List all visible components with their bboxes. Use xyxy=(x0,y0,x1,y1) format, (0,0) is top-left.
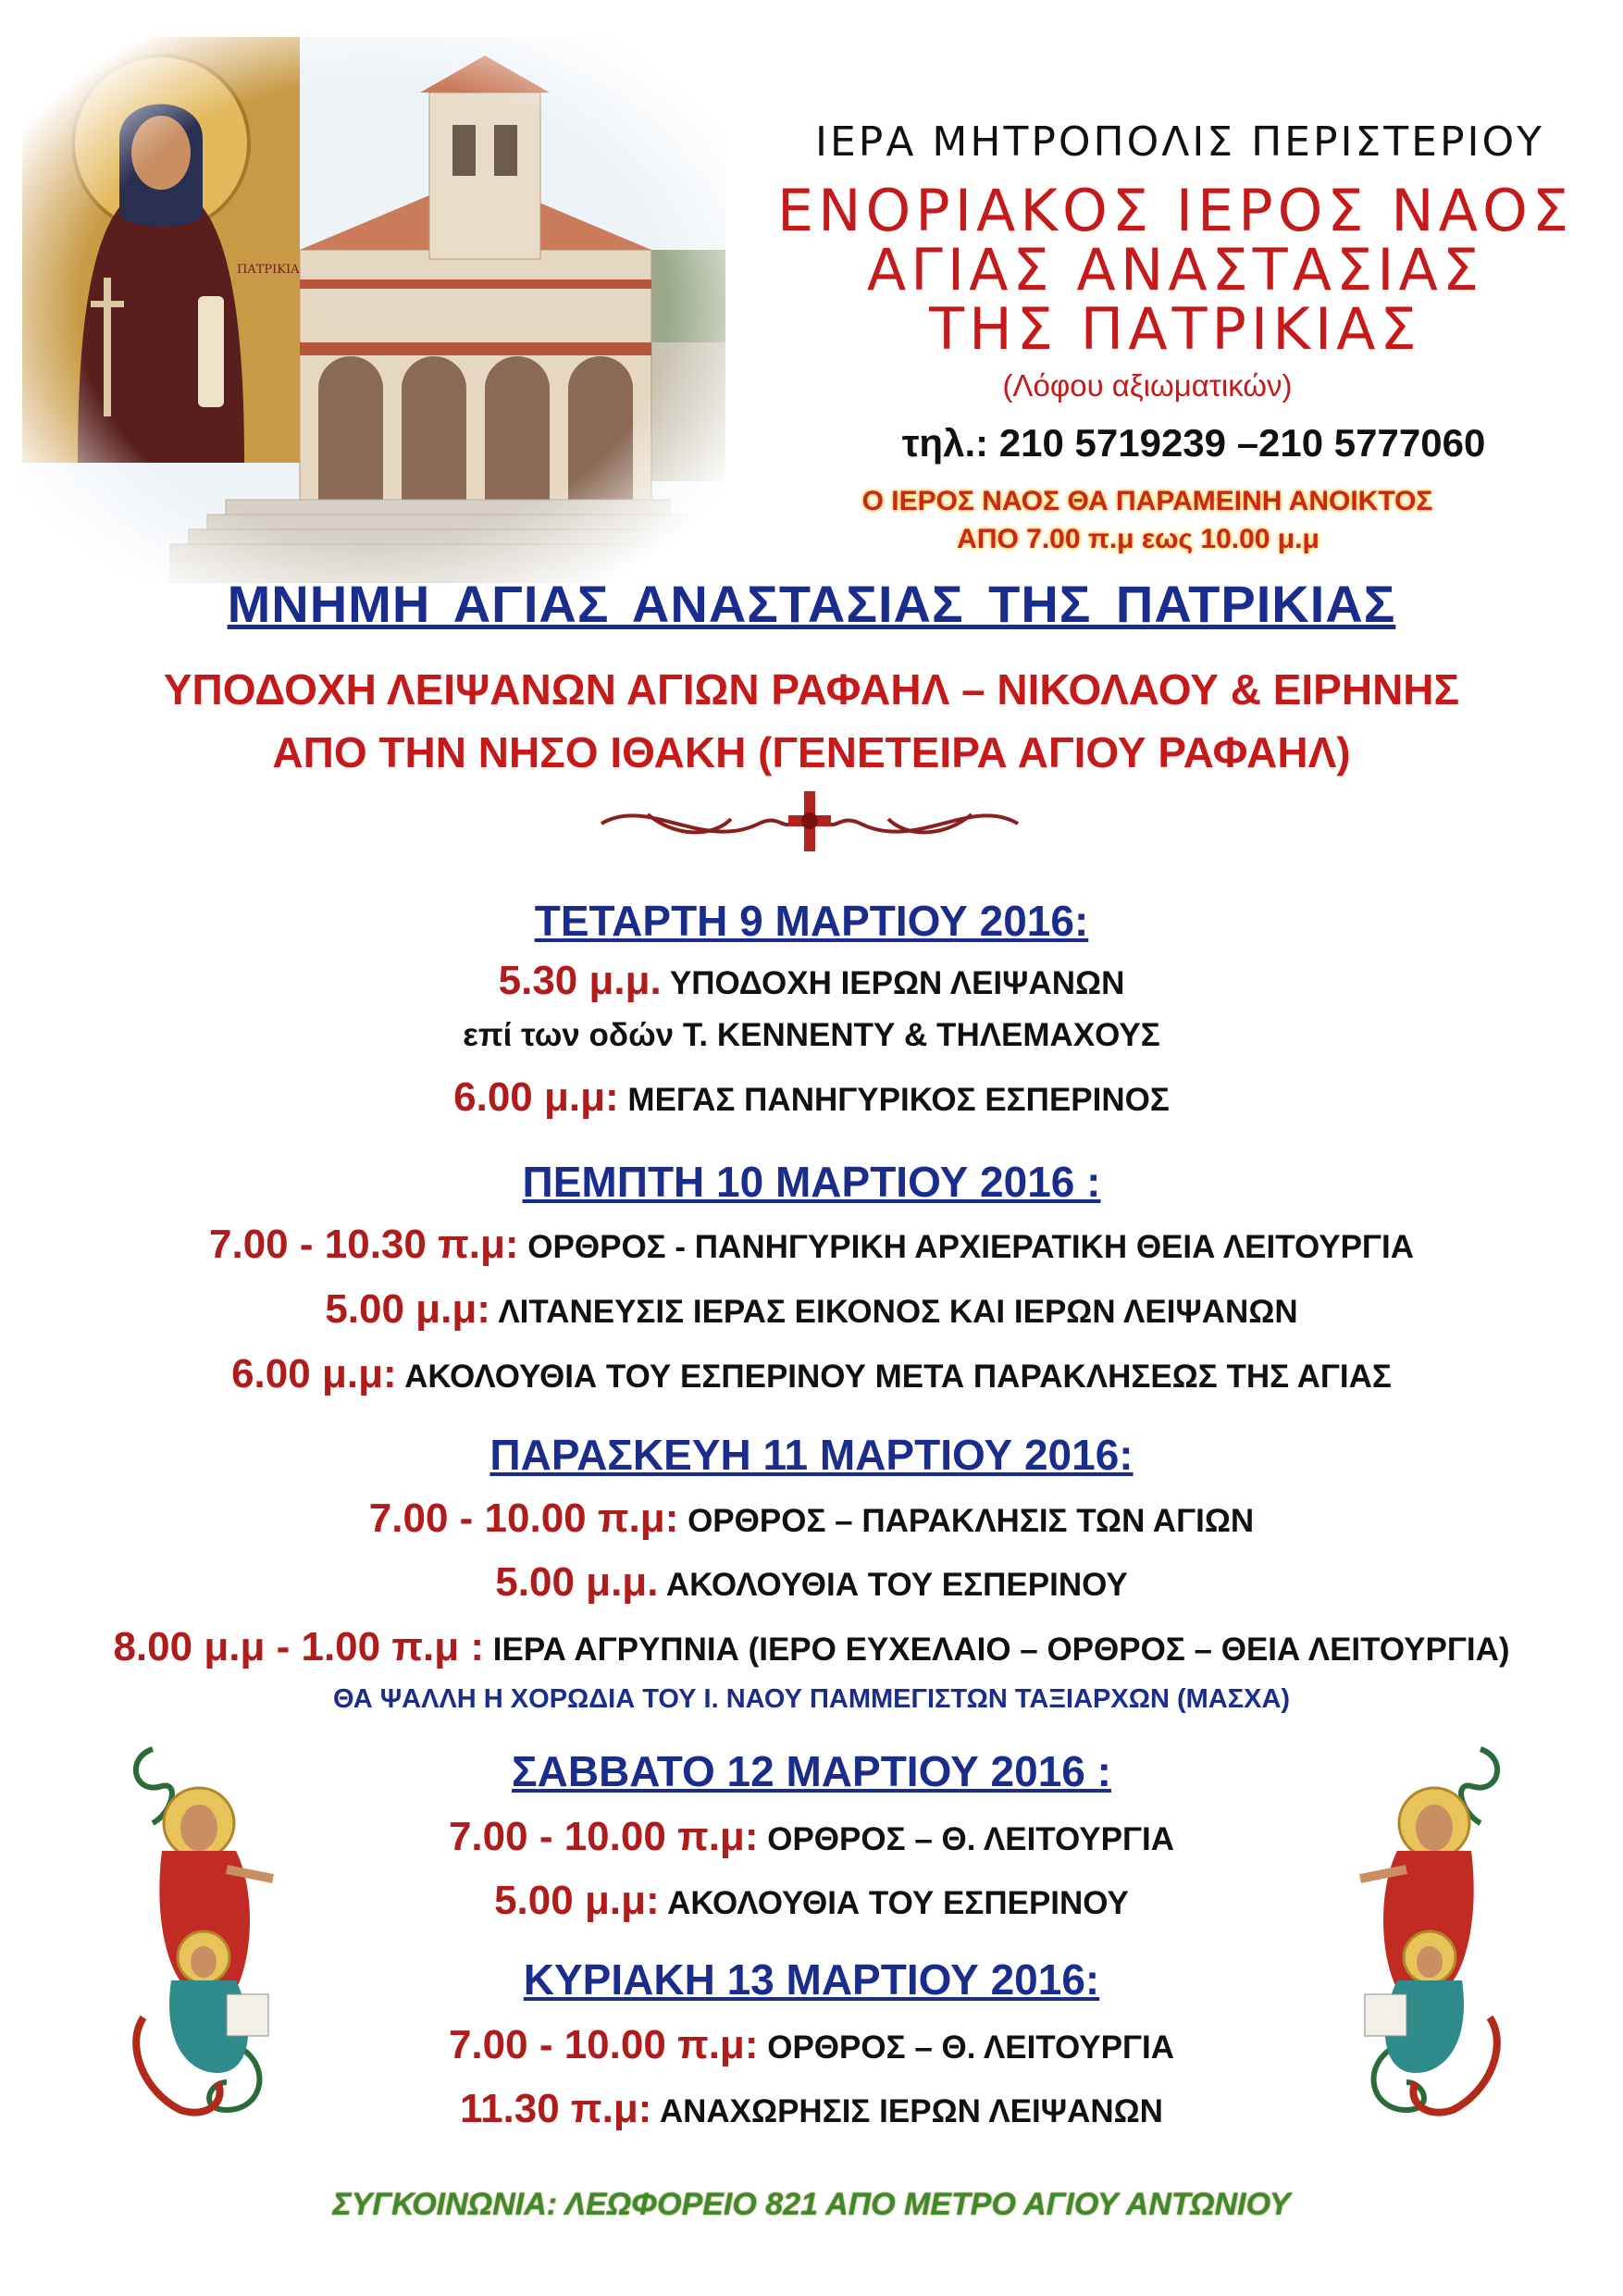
schedule-text: ΜΕΓΑΣ ΠΑΝΗΓΥΡΙΚΟΣ ΕΣΠΕΡΙΝΟΣ xyxy=(618,1082,1170,1118)
location-note: (Λόφου αξιωματικών) xyxy=(1002,368,1293,403)
schedule-text: ΟΡΘΡΟΣ – Θ. ΛΕΙΤΟΥΡΓΙΑ xyxy=(758,1821,1175,1857)
ornament-divider xyxy=(592,787,1027,856)
opening-notice-line-1: Ο ΙΕΡΟΣ ΝΑΟΣ ΘΑ ΠΑΡΑΜΕΙΝΗ ΑΝΟΙΚΤΟΣ xyxy=(861,486,1433,516)
schedule-time: 5.00 μ.μ. xyxy=(495,1559,659,1605)
parish-line-2: ΑΓΙΑΣ ΑΝΑΣΤΑΣΙΑΣ xyxy=(866,236,1484,304)
transport-info: ΣΥΓΚΟΙΝΩΝΙΑ: ΛΕΩΦΟΡΕΙΟ 821 ΑΠΟ ΜΕΤΡΟ ΑΓΙΟΥ ΑΝΤΩΝΙΟΥ xyxy=(332,2187,1291,2222)
schedule-text: ΙΕΡΑ ΑΓΡΥΠΝΙΑ (ΙΕΡΟ ΕΥΧΕΛΑΙΟ – ΟΡΘΡΟΣ – ΘΕΙΑ ΛΕΙΤΟΥΡΓΙΑ) xyxy=(484,1632,1510,1668)
schedule-text: επί των οδών Τ. ΚΕΝΝΕΝΤΥ & ΤΗΛΕΜΑΧΟΥΣ xyxy=(463,1017,1160,1053)
schedule-text: ΥΠΟΔΟΧΗ ΙΕΡΩΝ ΛΕΙΨΑΝΩΝ xyxy=(661,965,1125,1001)
schedule-text: ΑΚΟΛΟΥΘΙΑ ΤΟΥ ΕΣΠΕΡΙΝΟΥ ΜΕΤΑ ΠΑΡΑΚΛΗΣΕΩΣ ΤΗΣ ΑΓΙΑΣ xyxy=(396,1359,1392,1395)
schedule-time: 5.00 μ.μ: xyxy=(325,1286,490,1332)
day-heading-friday: ΠΑΡΑΣΚΕΥΗ 11 ΜΑΡΤΙΟΥ 2016: xyxy=(489,1431,1134,1479)
schedule-line xyxy=(0,1351,1623,1397)
schedule-time: 7.00 - 10.00 π.μ: xyxy=(448,1814,759,1859)
day-heading-saturday: ΣΑΒΒΑΤΟ 12 ΜΑΡΤΙΟΥ 2016 : xyxy=(512,1747,1111,1795)
schedule-time: 6.00 μ.μ: xyxy=(453,1074,619,1120)
subtitle-line-1: ΥΠΟΔΟΧΗ ΛΕΙΨΑΝΩΝ ΑΓΙΩΝ ΡΑΦΑΗΛ – ΝΙΚΟΛΑΟΥ & ΕΙΡΗΝΗΣ xyxy=(163,665,1460,714)
schedule-time: 7.00 - 10.00 π.μ: xyxy=(448,2022,759,2067)
schedule-time: 8.00 μ.μ - 1.00 π.μ : xyxy=(113,1624,485,1669)
main-title: ΜΝΗΜΗ ΑΓΙΑΣ ΑΝΑΣΤΑΣΙΑΣ ΤΗΣ ΠΑΤΡΙΚΙΑΣ xyxy=(227,575,1396,633)
schedule-text: ΟΡΘΡΟΣ – Θ. ΛΕΙΤΟΥΡΓΙΑ xyxy=(758,2029,1175,2066)
schedule-time: 5.30 μ.μ. xyxy=(498,958,662,1003)
schedule-time: 5.00 μ.μ: xyxy=(494,1878,660,1923)
schedule-text: ΑΚΟΛΟΥΘΙΑ ΤΟΥ ΕΣΠΕΡΙΝΟΥ xyxy=(658,1567,1128,1603)
schedule-line xyxy=(0,958,1623,1004)
schedule-time: 7.00 - 10.30 π.μ: xyxy=(209,1222,519,1267)
church-photo xyxy=(22,37,725,583)
schedule-text: ΑΝΑΧΩΡΗΣΙΣ ΙΕΡΩΝ ΛΕΙΨΑΝΩΝ xyxy=(651,2093,1163,2129)
schedule-time: 11.30 π.μ: xyxy=(460,2086,652,2131)
metropolis-name: ΙΕΡΑ ΜΗΤΡΟΠΟΛΙΣ ΠΕΡΙΣΤΕΡΙΟΥ xyxy=(815,118,1544,166)
day-heading-thursday: ΠΕΜΠΤΗ 10 ΜΑΡΤΙΟΥ 2016 : xyxy=(522,1158,1101,1206)
schedule-line xyxy=(0,1286,1623,1333)
schedule-text: ΟΡΘΡΟΣ – ΠΑΡΑΚΛΗΣΙΣ ΤΩΝ ΑΓΙΩΝ xyxy=(678,1503,1255,1539)
day-heading-wednesday: ΤΕΤΑΡΤΗ 9 ΜΑΡΤΙΟΥ 2016: xyxy=(534,897,1089,945)
schedule-text: ΑΚΟΛΟΥΘΙΑ ΤΟΥ ΕΣΠΕΡΙΝΟΥ xyxy=(659,1885,1129,1921)
parish-line-3: ΤΗΣ ΠΑΤΡΙΚΙΑΣ xyxy=(929,295,1421,363)
subtitle-line-2: ΑΠΟ ΤΗΝ ΝΗΣΟ ΙΘΑΚΗ (ΓΕΝΕΤΕΙΡΑ ΑΓΙΟΥ ΡΑΦΑΗΛ) xyxy=(272,728,1351,776)
schedule-time: 6.00 μ.μ: xyxy=(231,1351,397,1396)
opening-notice-line-2: ΑΠΟ 7.00 π.μ εως 10.00 μ.μ xyxy=(957,524,1319,554)
day-heading-sunday: ΚΥΡΙΑΚΗ 13 ΜΑΡΤΙΟΥ 2016: xyxy=(523,1955,1100,2004)
schedule-text: ΟΡΘΡΟΣ - ΠΑΝΗΓΥΡΙΚΗ ΑΡΧΙΕΡΑΤΙΚΗ ΘΕΙΑ ΛΕΙΤΟΥΡΓΙΑ xyxy=(518,1229,1414,1265)
schedule-line xyxy=(0,1222,1623,1268)
decorative-evangelist-right xyxy=(1332,1740,1518,2128)
schedule-line xyxy=(0,1496,1623,1542)
schedule-line xyxy=(0,1559,1623,1606)
parish-line-1: ΕΝΟΡΙΑΚΟΣ ΙΕΡΟΣ ΝΑΟΣ xyxy=(776,177,1574,244)
schedule-line xyxy=(0,1624,1623,1670)
parish-name xyxy=(731,177,1619,363)
schedule-time: 7.00 - 10.00 π.μ: xyxy=(368,1496,679,1541)
phone-numbers: τηλ.: 210 5719239 –210 5777060 xyxy=(901,421,1486,465)
schedule-line xyxy=(0,1074,1623,1121)
schedule-line xyxy=(0,1017,1623,1054)
decorative-evangelist-left xyxy=(116,1740,301,2128)
choir-note: ΘΑ ΨΑΛΛΗ Η ΧΟΡΩΔΙΑ ΤΟΥ Ι. ΝΑΟΥ ΠΑΜΜΕΓΙΣΤΩΝ ΤΑΞΙΑΡΧΩΝ (ΜΑΣΧΑ) xyxy=(332,1684,1291,1714)
schedule-text: ΛΙΤΑΝΕΥΣΙΣ ΙΕΡΑΣ ΕΙΚΟΝΟΣ ΚΑΙ ΙΕΡΩΝ ΛΕΙΨΑΝΩΝ xyxy=(489,1294,1298,1330)
